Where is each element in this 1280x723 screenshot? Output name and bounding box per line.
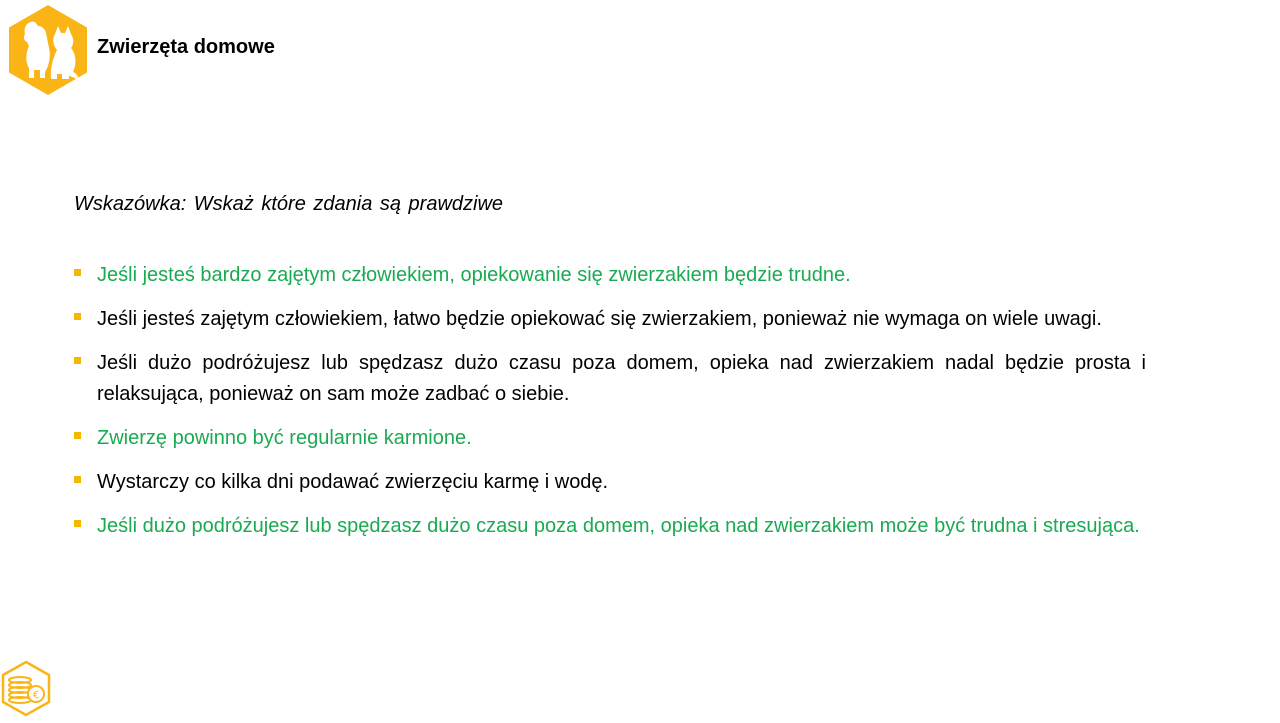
statement-item[interactable]: [74, 348, 1146, 410]
page-title: Zwierzęta domowe: [97, 36, 275, 58]
bullet-icon: [74, 357, 81, 364]
bullet-icon: [74, 313, 81, 320]
statement-item[interactable]: [74, 260, 1146, 291]
coins-icon: [0, 660, 52, 718]
statements-list: [74, 260, 1146, 555]
pets-logo: [7, 4, 89, 96]
bullet-icon: [74, 432, 81, 439]
statement-text: Jeśli jesteś zajętym człowiekiem, łatwo będzie opiekować się zwierzakiem, ponieważ nie wymaga on wiele uwagi.: [97, 308, 1102, 330]
bullet-icon: [74, 520, 81, 527]
svg-text:€: €: [32, 690, 40, 701]
statement-text: Jeśli dużo podróżujesz lub spędzasz dużo czasu poza domem, opieka nad zwierzakiem nadal będzie prosta i relaksująca, ponieważ on sam może zadbać o siebie.: [97, 352, 1146, 405]
statement-text: Jeśli jesteś bardzo zajętym człowiekiem, opiekowanie się zwierzakiem będzie trudne.: [97, 264, 851, 286]
bullet-icon: [74, 269, 81, 276]
statement-item[interactable]: [74, 511, 1146, 542]
hint-text: Wskazówka: Wskaż które zdania są prawdziwe: [74, 193, 504, 215]
statement-text: Wystarczy co kilka dni podawać zwierzęciu karmę i wodę.: [97, 471, 609, 493]
pets-icon: [7, 4, 89, 96]
statement-text: Zwierzę powinno być regularnie karmione.: [97, 427, 472, 449]
statement-item[interactable]: [74, 304, 1146, 335]
statement-item[interactable]: [74, 423, 1146, 454]
coins-logo: [0, 660, 52, 718]
statement-item[interactable]: [74, 467, 1146, 498]
statement-text: Jeśli dużo podróżujesz lub spędzasz dużo czasu poza domem, opieka nad zwierzakiem może być trudna i stresująca.: [97, 515, 1140, 537]
bullet-icon: [74, 476, 81, 483]
